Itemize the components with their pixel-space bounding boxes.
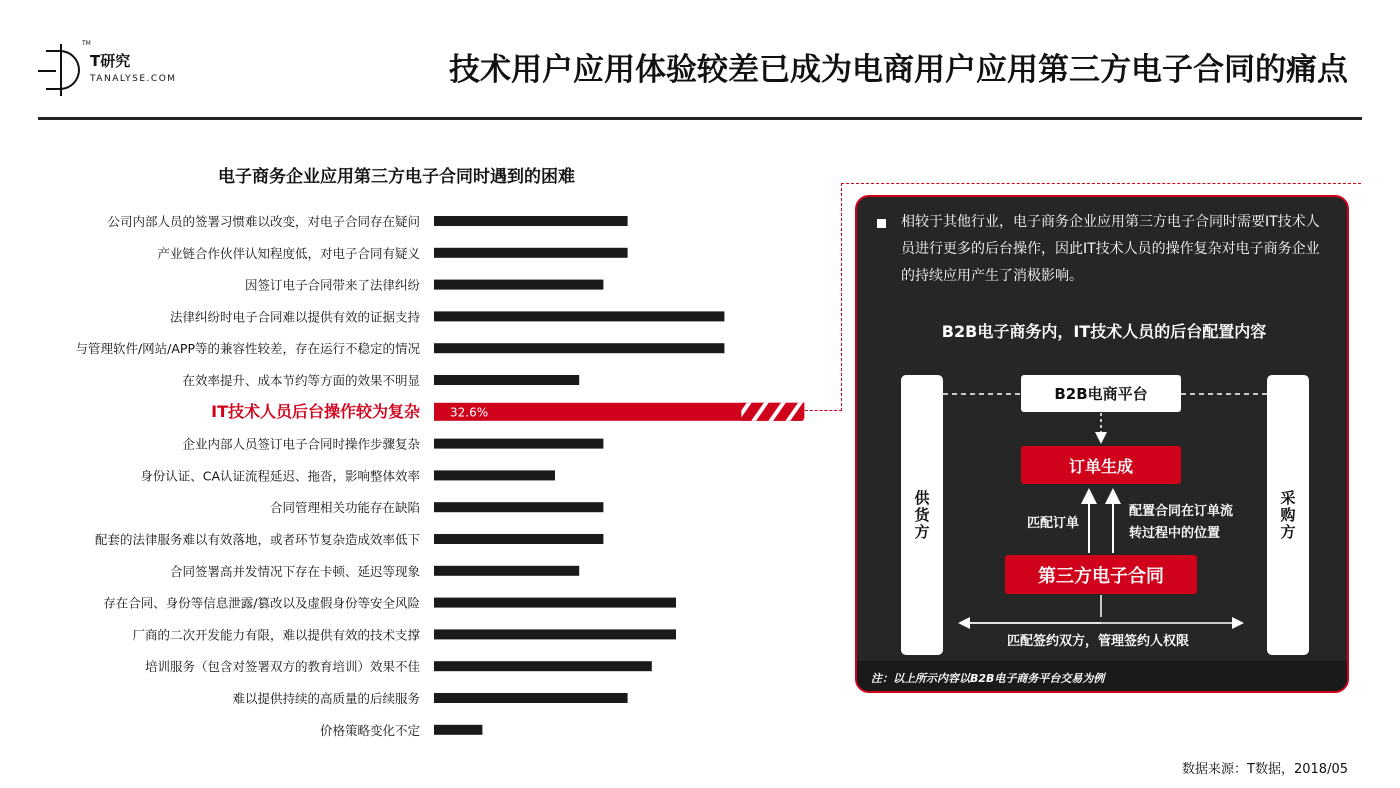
category-label: 配套的法律服务难以有效落地，或者环节复杂造成效率低下 <box>94 532 420 547</box>
category-label: 法律纠纷时电子合同难以提供有效的证据支持 <box>169 309 420 325</box>
bar <box>434 216 628 226</box>
bar <box>434 661 652 671</box>
bar <box>434 598 676 608</box>
category-label: 合同签署高并发情况下存在卡顿、延迟等现象 <box>169 563 420 579</box>
logo-mark-icon <box>38 44 84 96</box>
bar-chart <box>0 200 820 745</box>
category-label-highlight: IT技术人员后台操作较为复杂 <box>211 401 420 421</box>
bar <box>434 566 579 576</box>
category-label: 身份认证、CA认证流程延迟、拖沓，影响整体效率 <box>140 468 420 484</box>
supplier-label: 供货方 <box>912 489 931 541</box>
category-label: 公司内部人员的签署习惯难以改变，对电子合同存在疑问 <box>107 214 420 229</box>
bar <box>434 470 555 480</box>
logo-name: T研究 <box>90 52 131 70</box>
match-order-label: 匹配订单 <box>1027 516 1080 531</box>
chart-title: 电子商务企业应用第三方电子合同时遇到的困难 <box>218 167 575 187</box>
config-label-line2: 转过程中的位置 <box>1129 526 1221 541</box>
bar <box>434 280 603 290</box>
bar <box>434 343 724 353</box>
bar <box>434 629 676 639</box>
config-label-line1: 配置合同在订单流 <box>1129 504 1234 519</box>
bar <box>434 725 482 735</box>
category-label: 难以提供持续的高质量的后续服务 <box>232 691 420 706</box>
logo-tm: TM <box>82 40 91 47</box>
connector-line <box>841 183 842 411</box>
connector-line <box>800 410 842 411</box>
bar-highlight-stripes <box>741 403 804 421</box>
category-label: 产业链合作伙伴认知程度低，对电子合同有疑义 <box>157 245 420 261</box>
bar <box>434 439 603 449</box>
supplier-box <box>901 375 943 655</box>
third-party-contract-box: 第三方电子合同 <box>1005 555 1197 594</box>
category-label: 价格策略变化不定 <box>319 722 420 738</box>
panel-note: 注：以上所示内容以B2B电子商务平台交易为例 <box>857 661 1349 693</box>
buyer-box <box>1267 375 1309 655</box>
category-label: 在效率提升、成本节约等方面的效果不明显 <box>182 373 420 388</box>
bar <box>434 502 603 512</box>
category-label: 厂商的二次开发能力有限，难以提供有效的技术支撑 <box>132 627 420 643</box>
panel-subtitle: B2B电子商务内，IT技术人员的后台配置内容 <box>941 322 1267 341</box>
bottom-flow-label: 匹配签约双方，管理签约人权限 <box>1007 634 1190 649</box>
header-divider <box>38 117 1362 120</box>
order-generation-box: 订单生成 <box>1021 446 1181 484</box>
panel-description: 相较于其他行业，电子商务企业应用第三方电子合同时需要IT技术人员进行更多的后台操作，因此IT技术人员的操作复杂对电子商务企业的持续应用产生了消极影响。 <box>901 214 1320 284</box>
b2b-platform-box: B2B电商平台 <box>1021 375 1181 412</box>
category-label: 与管理软件/网站/APP等的兼容性较差，存在运行不稳定的情况 <box>75 341 420 357</box>
bar <box>434 693 628 703</box>
category-label: 存在合同、身份等信息泄露/篡改以及虚假身份等安全风险 <box>103 595 420 611</box>
category-label: 合同管理相关功能存在缺陷 <box>269 500 420 516</box>
page-title: 技术用户应用体验较差已成为电商用户应用第三方电子合同的痛点 <box>449 52 1348 88</box>
buyer-label: 采购方 <box>1278 489 1297 541</box>
bar-value-label: 32.6% <box>450 405 489 420</box>
category-label: 因签订电子合同带来了法律纠纷 <box>244 277 420 293</box>
category-label: 企业内部人员签订电子合同时操作步骤复杂 <box>182 436 420 452</box>
bar <box>434 534 603 544</box>
category-label: 培训服务（包含对签署双方的教育培训）效果不佳 <box>144 659 420 675</box>
connector-line <box>841 183 1361 184</box>
info-panel <box>855 195 1349 693</box>
bar <box>434 311 724 321</box>
data-source: 数据来源：T数据，2018/05 <box>1182 762 1348 777</box>
bar <box>434 248 628 258</box>
logo-subtitle: TANALYSE.COM <box>90 74 177 84</box>
bar <box>434 375 579 385</box>
logo <box>38 40 188 100</box>
